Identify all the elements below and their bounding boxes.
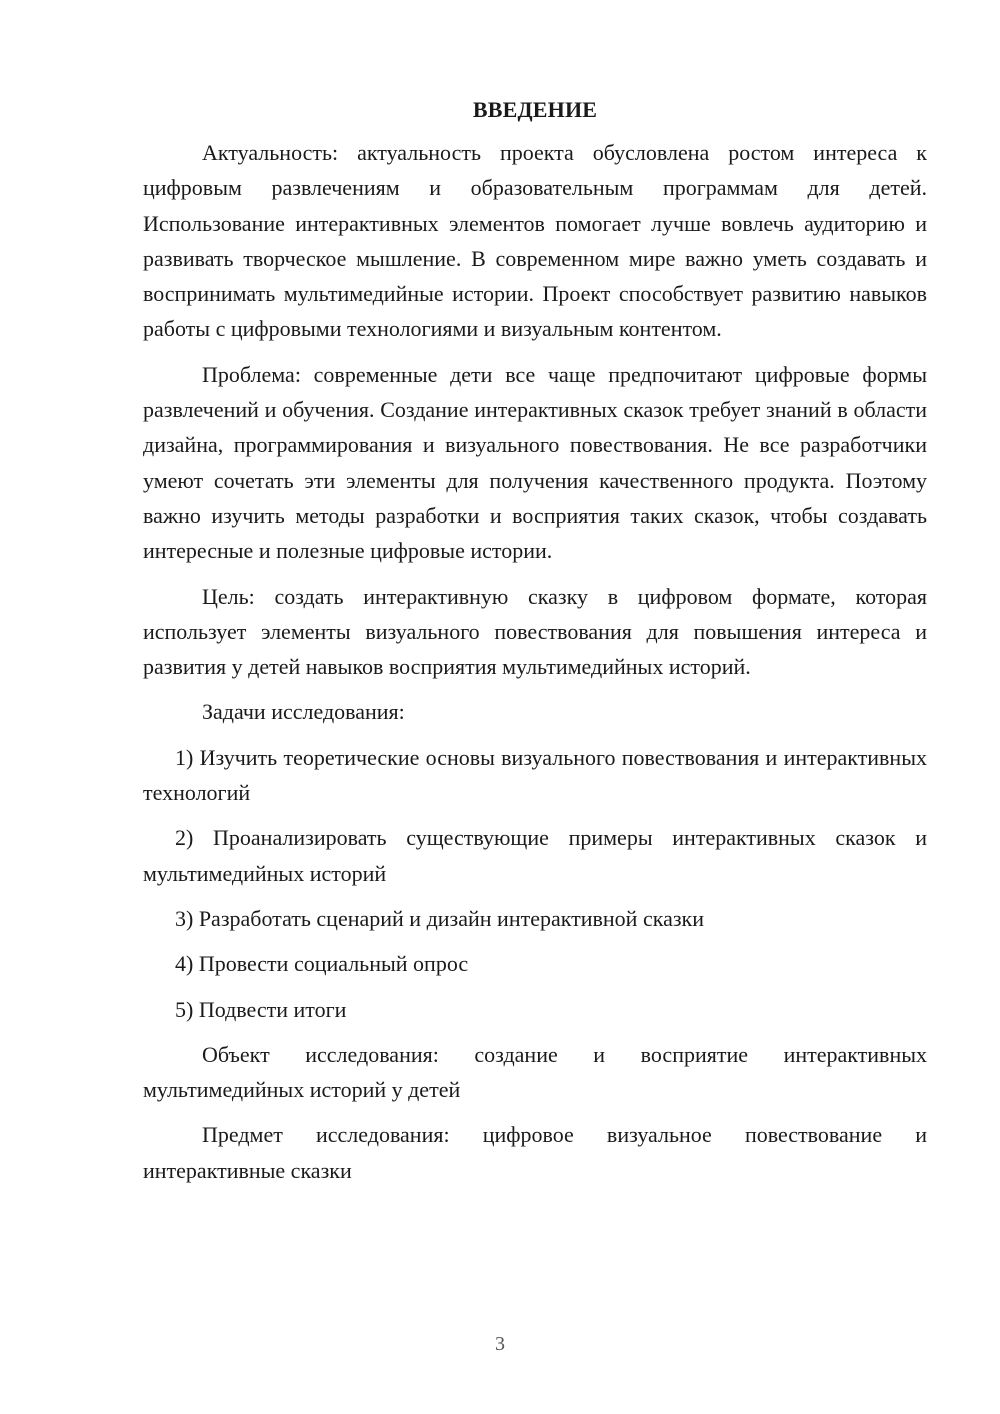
task-item-5: 5) Подвести итоги [175,996,347,1022]
object-paragraph: Объект исследования: создание и восприятие интерактивных мультимедийных историй у детей [143,1041,927,1103]
task-item-2: 2) Проанализировать существующие примеры интерактивных сказок и мультимедийных историй [143,825,927,886]
goal-paragraph: Цель: создать интерактивную сказку в цифровом формате, которая использует элементы визуального повествования для повышения интереса и развития у детей навыков восприятия мультимедийных историй. [143,583,927,680]
page-number: 3 [495,1333,505,1355]
page-title: ВВЕДЕНИЕ [472,97,598,122]
tasks-heading: Задачи исследования: [202,699,405,725]
task-item-1: 1) Изучить теоретические основы визуального повествования и интерактивных технологий [143,744,927,806]
tasks-list [143,740,927,1027]
problem-paragraph: Проблема: современные дети все чаще предпочитают цифровые формы развлечений и обучения. Создание интерактивных сказок требует знаний в области дизайна, программирования и визуального повествования. Не все разработчики умеют сочетать эти элементы для получения качественного продукта. Поэтому важно изучить методы разработки и восприятия таких сказок, чтобы создавать интересные и полезные цифровые истории. [143,361,927,564]
task-item-4: 4) Провести социальный опрос [175,951,469,977]
page-body [143,92,927,1198]
task-item-3: 3) Разработать сценарий и дизайн интерактивной сказки [175,905,704,931]
subject-paragraph: Предмет исследования: цифровое визуальное повествование и интерактивные сказки [143,1122,927,1183]
relevance-paragraph: Актуальность: актуальность проекта обусловлена ростом интереса к цифровым развлечениям и образовательным программам для детей. Использование интерактивных элементов помогает лучше вовлечь аудиторию и развивать творческое мышление. В современном мире важно уметь создавать и воспринимать мультимедийные истории. Проект способствует развитию навыков работы с цифровыми технологиями и визуальным контентом. [143,140,927,342]
